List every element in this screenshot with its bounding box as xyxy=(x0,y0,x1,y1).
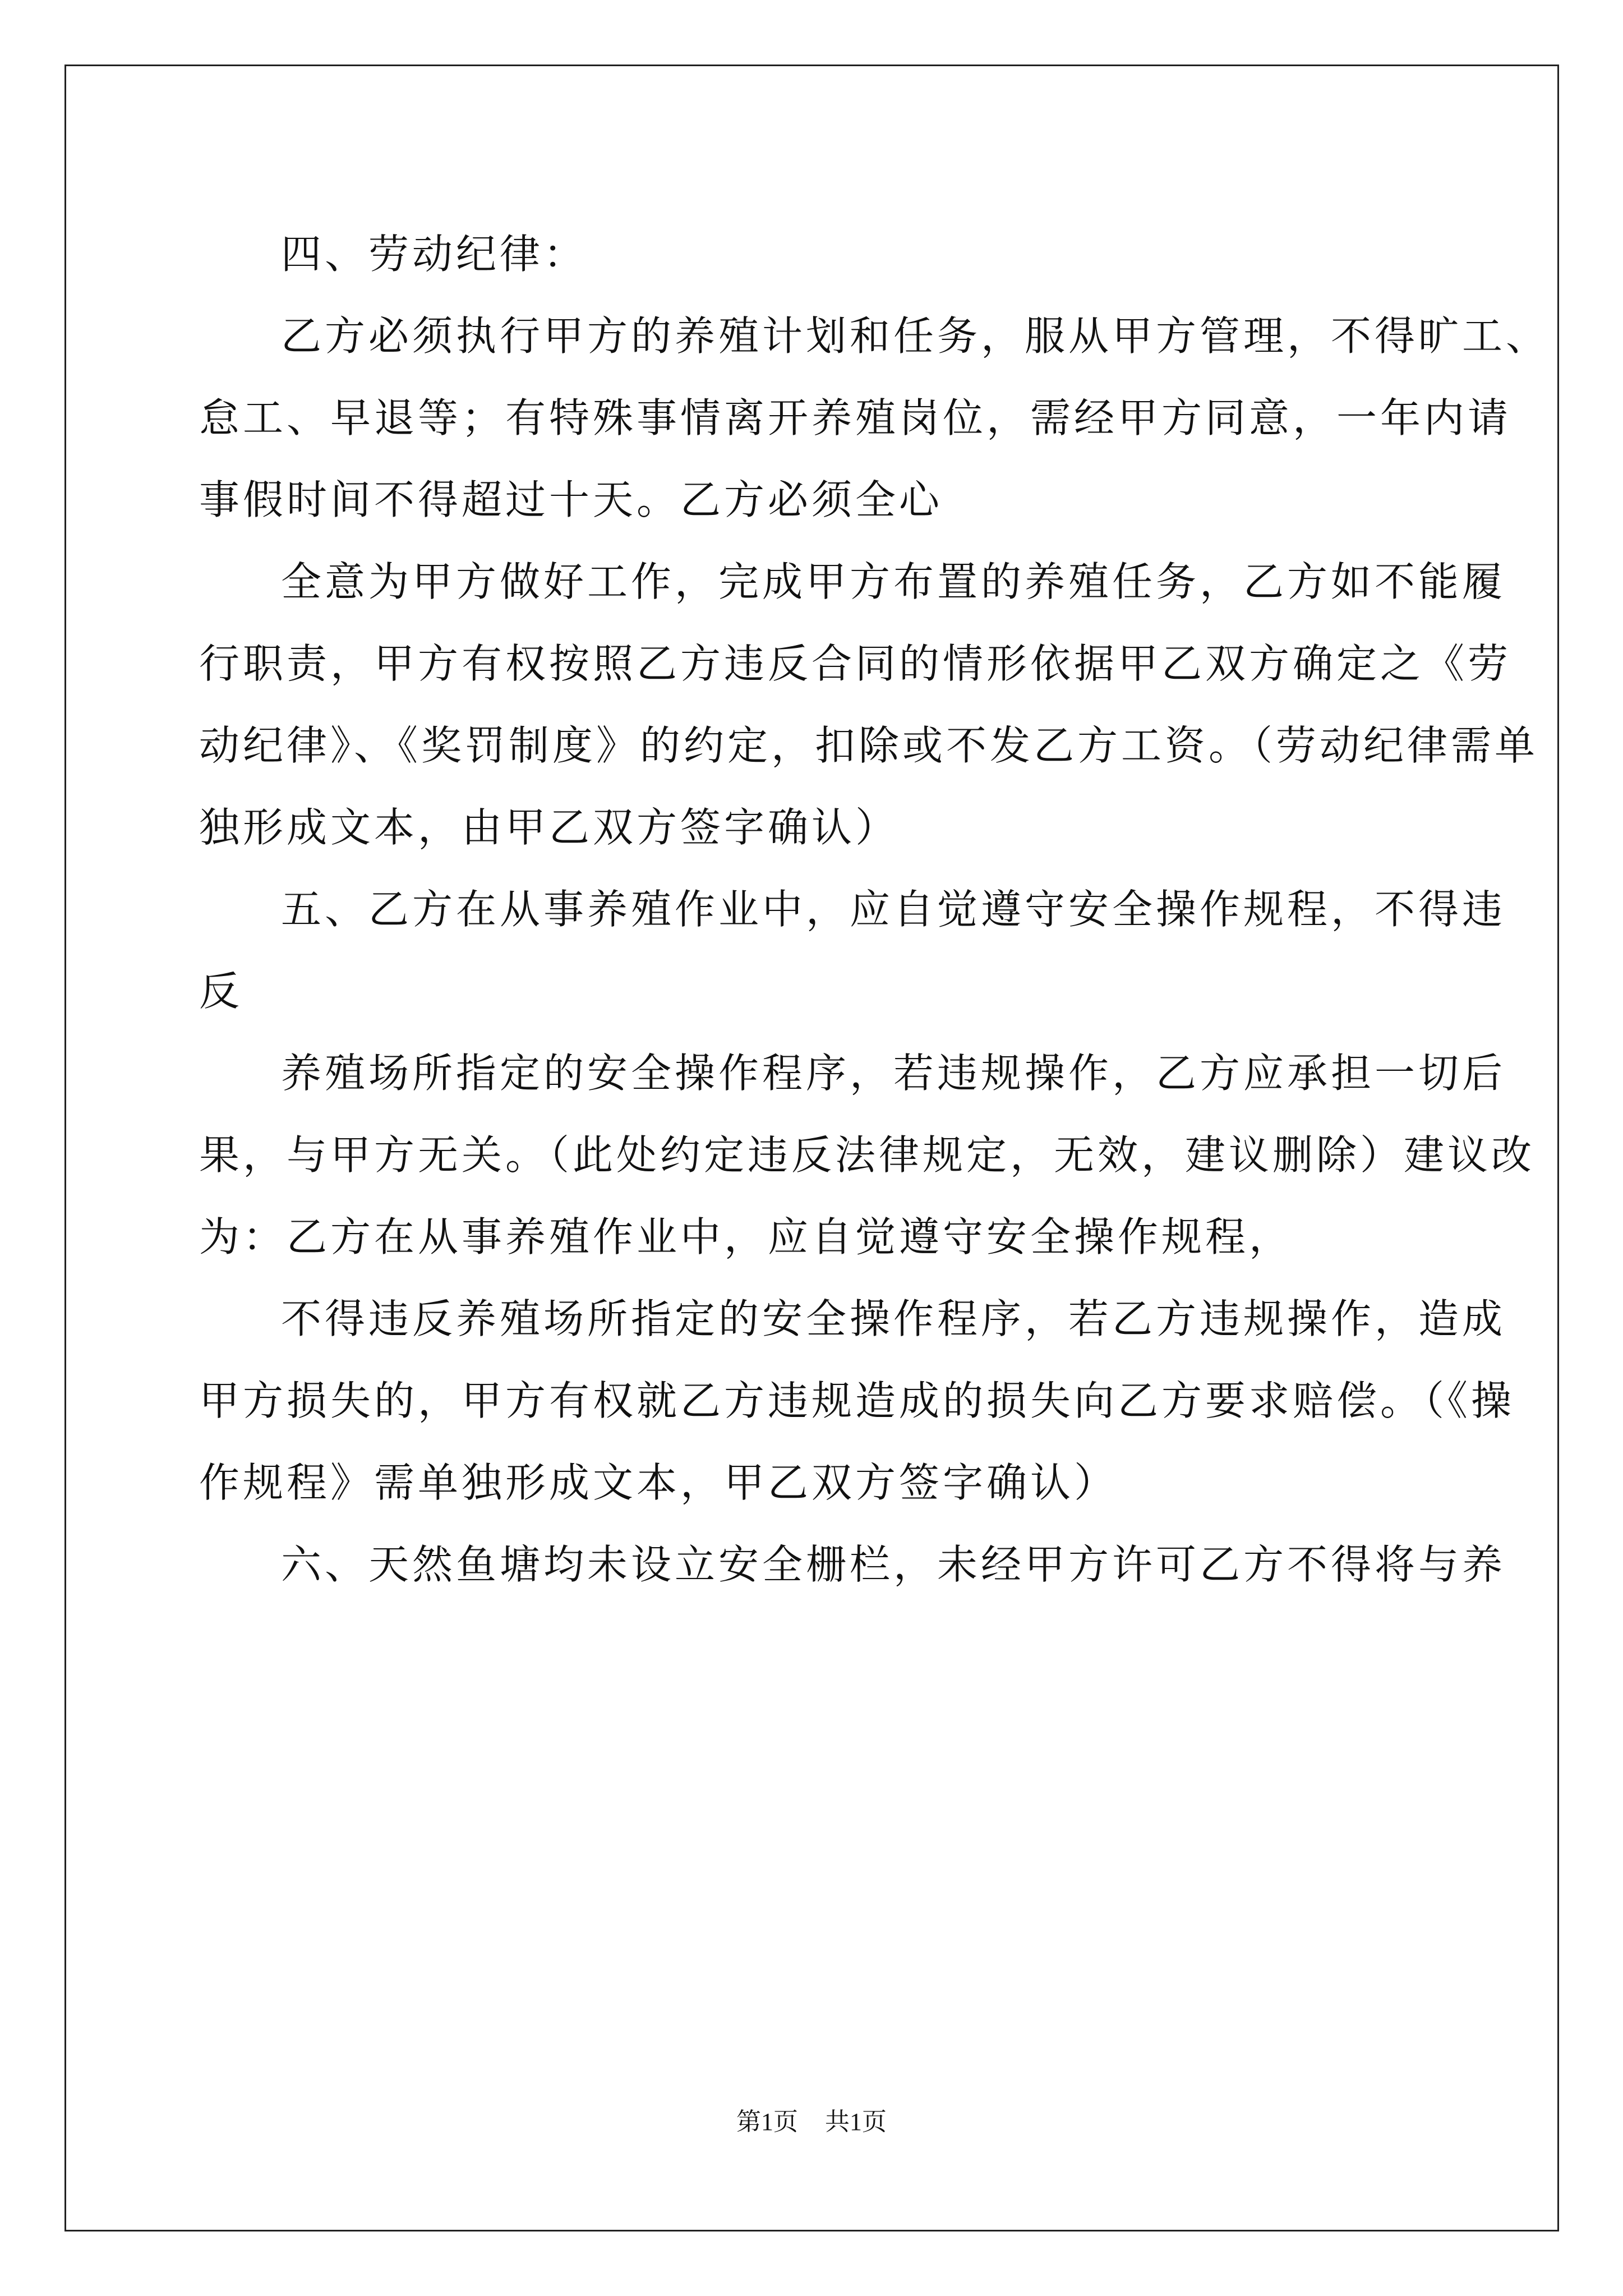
text-line: 四、劳动纪律： xyxy=(281,231,588,278)
text-line: 为：乙方在从事养殖作业中，应自觉遵守安全操作规程， xyxy=(199,1213,1293,1260)
text-line: 养殖场所指定的安全操作程序，若违规操作，乙方应承担一切后 xyxy=(281,1050,1506,1097)
text-line: 乙方必须执行甲方的养殖计划和任务，服从甲方管理，不得旷工、 xyxy=(281,312,1550,360)
text-line: 独形成文本，由甲乙双方签字确认） xyxy=(199,804,900,851)
text-line: 六、天然鱼塘均未设立安全栅栏，未经甲方许可乙方不得将与养 xyxy=(281,1541,1506,1588)
text-line: 事假时间不得超过十天。乙方必须全心 xyxy=(199,476,943,523)
page-total: 共1页 xyxy=(825,2108,887,2136)
text-line: 动纪律》、《奖罚制度》的约定，扣除或不发乙方工资。（劳动纪律需单 xyxy=(199,722,1539,769)
text-line: 怠工、早退等；有特殊事情离开养殖岗位，需经甲方同意，一年内请 xyxy=(199,394,1512,441)
text-line: 作规程》需单独形成文本，甲乙双方签字确认） xyxy=(199,1459,1118,1506)
text-line: 全意为甲方做好工作，完成甲方布置的养殖任务，乙方如不能履 xyxy=(281,558,1506,605)
page-number: 第1页 xyxy=(736,2108,798,2136)
text-line: 甲方损失的，甲方有权就乙方违规造成的损失向乙方要求赔偿。（《操 xyxy=(199,1377,1515,1424)
document-body xyxy=(199,213,1550,1605)
text-line: 果，与甲方无关。（此处约定违反法律规定，无效，建议删除）建议改 xyxy=(199,1131,1536,1179)
text-line: 反 xyxy=(199,968,243,1015)
text-line: 不得违反养殖场所指定的安全操作程序，若乙方违规操作，造成 xyxy=(281,1295,1506,1342)
text-line: 五、乙方在从事养殖作业中，应自觉遵守安全操作规程，不得违 xyxy=(281,886,1506,933)
text-line: 行职责，甲方有权按照乙方违反合同的情形依据甲乙双方确定之《劳 xyxy=(199,640,1512,687)
page-footer xyxy=(0,2105,1623,2139)
